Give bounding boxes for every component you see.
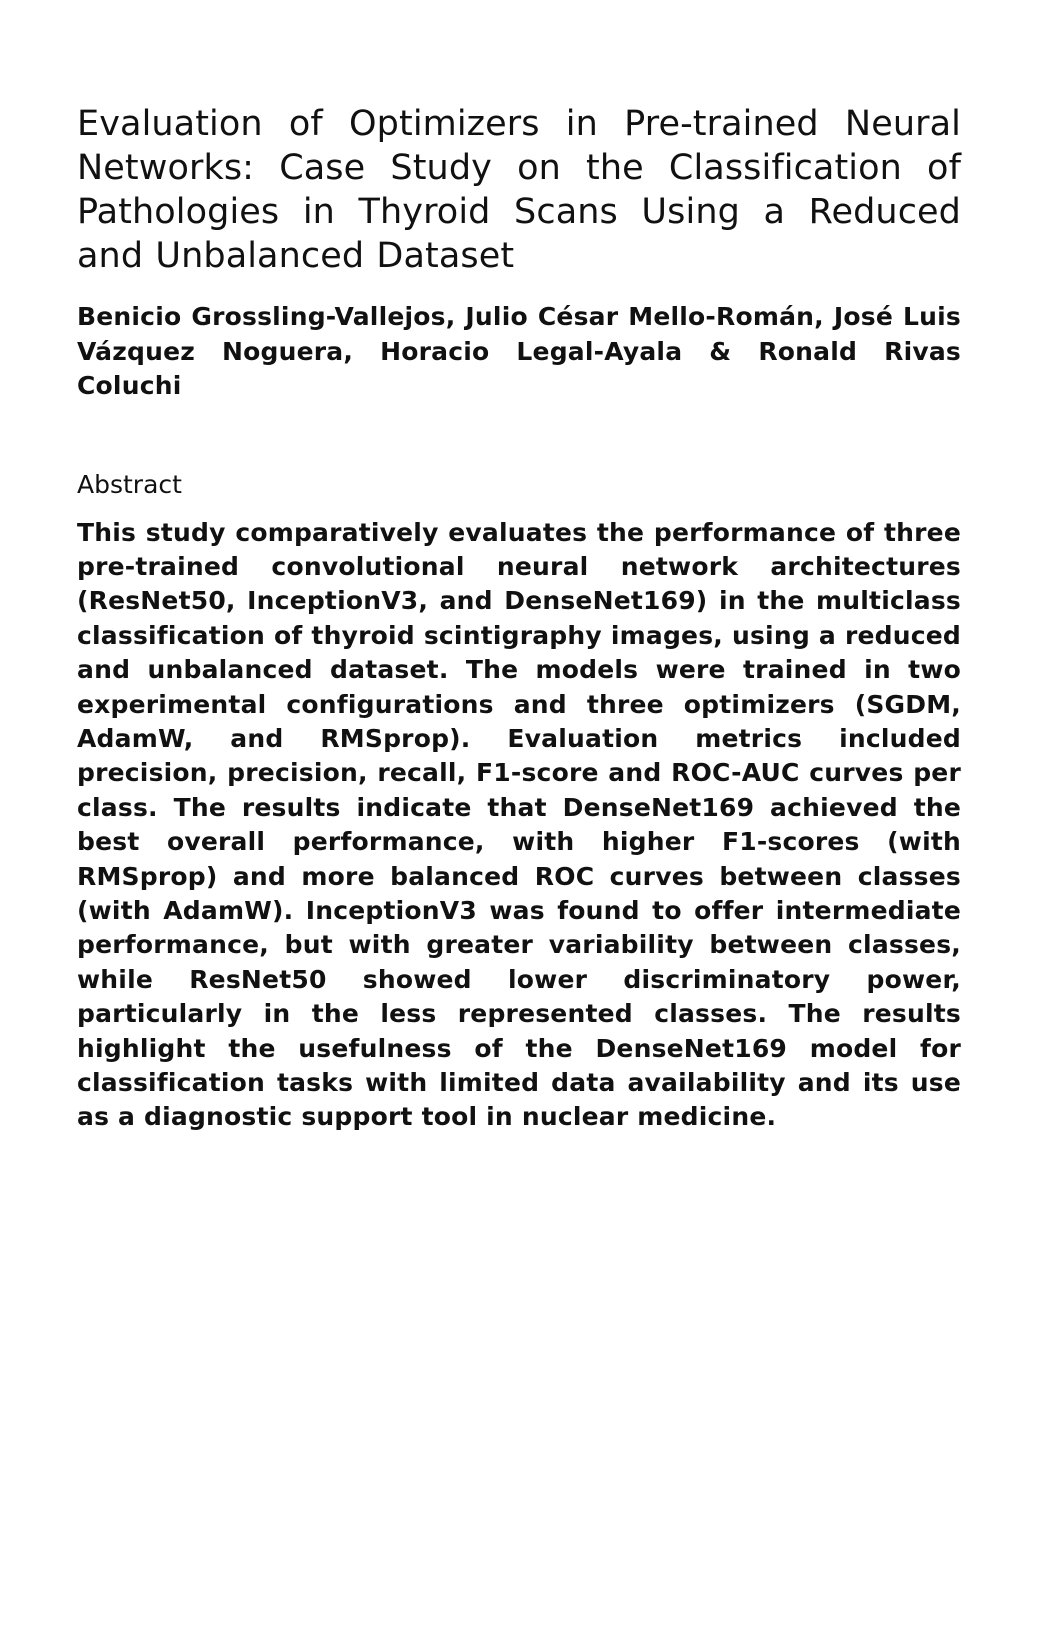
abstract-heading: Abstract — [77, 469, 182, 499]
paper-content — [77, 102, 961, 1135]
abstract-text: This study comparatively evaluates the performance of three pre-trained convolutional neural network architectures (ResNet50, InceptionV3, and DenseNet169) in the multiclass classification of thyroid scintigraphy images, using a reduced and unbalanced dataset. The models were trained in two experimental configurations and three optimizers (SGDM, AdamW, and RMSprop). Evaluation metrics included precision, precision, recall, F1-score and ROC-AUC curves per class. The results indicate that DenseNet169 achieved the best overall performance, with higher F1-scores (with RMSprop) and more balanced ROC curves between classes (with AdamW). InceptionV3 was found to offer intermediate performance, but with greater variability between classes, while ResNet50 showed lower discriminatory power, particularly in the less represented classes. The results highlight the usefulness of the DenseNet169 model for classification tasks with limited data availability and its use as a diagnostic support tool in nuclear medicine. — [77, 517, 961, 1132]
paper-title: Evaluation of Optimizers in Pre-trained Neural Networks: Case Study on the Classification of Pathologies in Thyroid Scans Using a Reduced and Unbalanced Dataset — [77, 104, 961, 276]
paper-authors: Benicio Grossling-Vallejos, Julio César Mello-Román, José Luis Vázquez Noguera, Horacio Legal-Ayala & Ronald Rivas Coluchi — [77, 302, 961, 400]
